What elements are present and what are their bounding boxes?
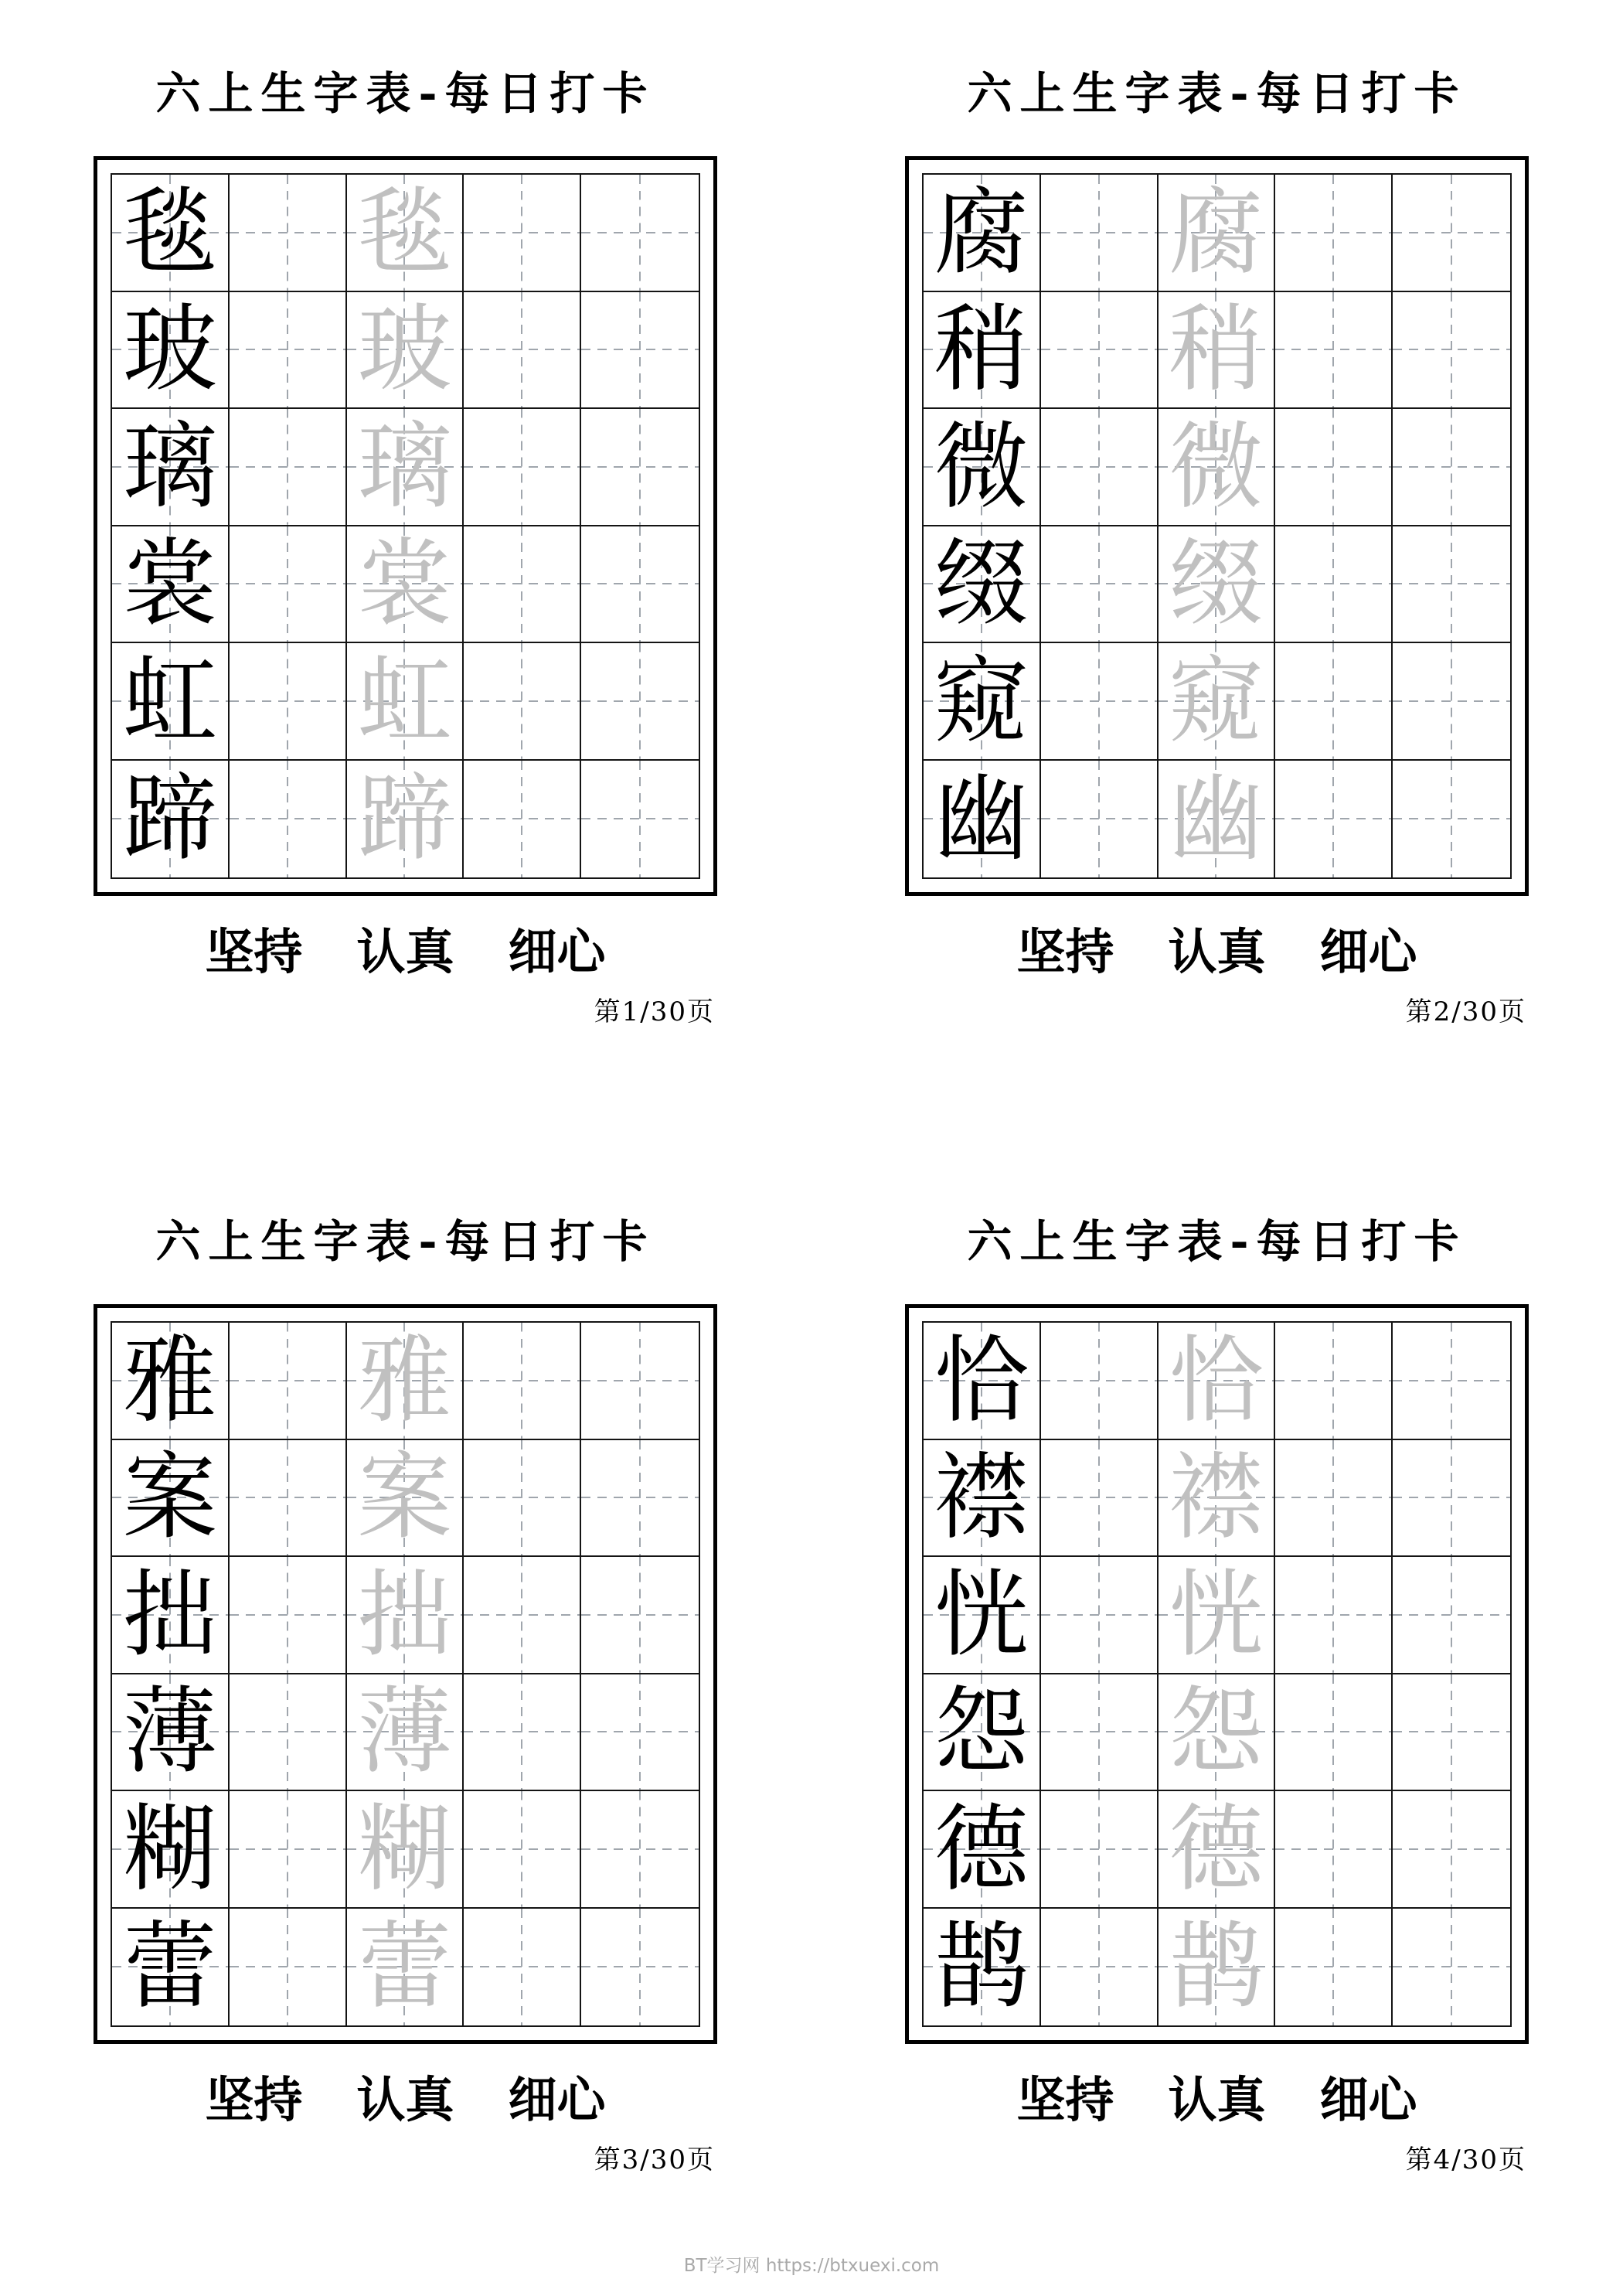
trace-character: 鹊 [1169, 1912, 1264, 2022]
trace-character: 拙 [357, 1559, 452, 1670]
blank-practice-cell [581, 643, 699, 761]
blank-practice-cell [1041, 175, 1159, 292]
blank-practice-cell [1041, 1557, 1159, 1674]
trace-char-cell [347, 1791, 464, 1909]
trace-char-cell [1159, 175, 1276, 292]
motto-line [94, 2071, 717, 2128]
blank-practice-cell [581, 1791, 699, 1909]
trace-char-cell [347, 1909, 464, 2026]
example-character: 糊 [122, 1794, 217, 1904]
blank-practice-cell [581, 1557, 699, 1674]
example-character: 德 [934, 1794, 1029, 1904]
blank-practice-cell [1393, 175, 1510, 292]
blank-practice-cell [581, 1674, 699, 1792]
blank-practice-cell [1041, 1440, 1159, 1558]
example-char-cell [924, 526, 1041, 644]
blank-practice-cell [1275, 292, 1393, 410]
blank-practice-cell [230, 175, 347, 292]
blank-practice-cell [464, 1791, 581, 1909]
example-character: 玻 [122, 295, 217, 405]
trace-character: 襟 [1169, 1443, 1264, 1553]
motto-word: 坚持 [1016, 2071, 1114, 2128]
example-character: 拙 [122, 1559, 217, 1670]
motto-word: 细心 [508, 923, 606, 980]
example-char-cell [924, 409, 1041, 526]
blank-practice-cell [230, 1909, 347, 2026]
practice-grid [94, 1304, 717, 2044]
example-character: 怨 [934, 1677, 1029, 1787]
blank-practice-cell [1393, 761, 1510, 878]
trace-char-cell [1159, 292, 1276, 410]
blank-practice-cell [464, 761, 581, 878]
sheet-title: 六上生字表-每日打卡 [967, 67, 1467, 120]
example-character: 腐 [934, 177, 1029, 288]
trace-character: 恍 [1169, 1559, 1264, 1670]
example-character: 幽 [934, 764, 1029, 874]
blank-practice-cell [464, 1909, 581, 2026]
blank-practice-cell [1393, 1323, 1510, 1440]
example-character: 恍 [934, 1559, 1029, 1670]
page-number: 第4/30页 [1405, 2144, 1526, 2175]
motto-word: 坚持 [205, 2071, 303, 2128]
example-character: 襟 [934, 1443, 1029, 1553]
trace-character: 腐 [1169, 177, 1264, 288]
trace-character: 稍 [1169, 295, 1264, 405]
example-char-cell [112, 175, 230, 292]
example-char-cell [112, 761, 230, 878]
blank-practice-cell [1393, 1791, 1510, 1909]
example-char-cell [924, 1909, 1041, 2026]
practice-grid [905, 156, 1529, 896]
example-char-cell [112, 1909, 230, 2026]
blank-practice-cell [1041, 409, 1159, 526]
blank-practice-cell [1041, 1909, 1159, 2026]
blank-practice-cell [1393, 292, 1510, 410]
example-char-cell [924, 175, 1041, 292]
example-char-cell [112, 643, 230, 761]
motto-line [905, 2071, 1529, 2128]
trace-char-cell [1159, 643, 1276, 761]
example-char-cell [112, 409, 230, 526]
example-character: 虹 [122, 646, 217, 756]
trace-char-cell [1159, 1557, 1276, 1674]
example-char-cell [924, 1791, 1041, 1909]
trace-char-cell [1159, 1323, 1276, 1440]
trace-character: 虹 [357, 646, 452, 756]
blank-practice-cell [1275, 1909, 1393, 2026]
blank-practice-cell [1275, 761, 1393, 878]
blank-practice-cell [1041, 526, 1159, 644]
example-character: 毯 [122, 177, 217, 288]
blank-practice-cell [230, 761, 347, 878]
example-character: 窥 [934, 646, 1029, 756]
trace-character: 怨 [1169, 1677, 1264, 1787]
blank-practice-cell [581, 292, 699, 410]
blank-practice-cell [581, 1323, 699, 1440]
example-char-cell [112, 1674, 230, 1792]
trace-character: 缀 [1169, 529, 1264, 639]
trace-char-cell [347, 1557, 464, 1674]
trace-character: 德 [1169, 1794, 1264, 1904]
example-char-cell [112, 1557, 230, 1674]
blank-practice-cell [464, 409, 581, 526]
blank-practice-cell [1041, 1791, 1159, 1909]
blank-practice-cell [1393, 1909, 1510, 2026]
worksheet-panel-3 [0, 1148, 812, 2296]
blank-practice-cell [1275, 643, 1393, 761]
motto-word: 细心 [508, 2071, 606, 2128]
blank-practice-cell [1041, 1674, 1159, 1792]
blank-practice-cell [1393, 409, 1510, 526]
blank-practice-cell [464, 1557, 581, 1674]
grid-cells [922, 173, 1512, 879]
example-char-cell [924, 1557, 1041, 1674]
blank-practice-cell [464, 1323, 581, 1440]
page-number: 第2/30页 [1405, 996, 1526, 1027]
blank-practice-cell [230, 1440, 347, 1558]
blank-practice-cell [464, 175, 581, 292]
blank-practice-cell [1393, 1440, 1510, 1558]
motto-word: 坚持 [1016, 923, 1114, 980]
trace-character: 糊 [357, 1794, 452, 1904]
example-character: 缀 [934, 529, 1029, 639]
example-char-cell [924, 761, 1041, 878]
trace-character: 案 [357, 1443, 452, 1553]
trace-char-cell [347, 1323, 464, 1440]
trace-character: 蕾 [357, 1912, 452, 2022]
trace-char-cell [347, 175, 464, 292]
trace-char-cell [347, 409, 464, 526]
blank-practice-cell [464, 292, 581, 410]
example-char-cell [924, 1323, 1041, 1440]
example-char-cell [924, 1440, 1041, 1558]
blank-practice-cell [581, 175, 699, 292]
sheet-title: 六上生字表-每日打卡 [967, 1215, 1467, 1268]
trace-char-cell [1159, 1674, 1276, 1792]
trace-character: 蹄 [357, 764, 452, 874]
trace-char-cell [1159, 409, 1276, 526]
trace-char-cell [347, 761, 464, 878]
blank-practice-cell [230, 1791, 347, 1909]
trace-char-cell [347, 526, 464, 644]
blank-practice-cell [581, 761, 699, 878]
blank-practice-cell [1041, 1323, 1159, 1440]
blank-practice-cell [230, 643, 347, 761]
example-character: 雅 [122, 1325, 217, 1436]
motto-word: 认真 [1168, 923, 1266, 980]
motto-word: 细心 [1319, 923, 1417, 980]
trace-char-cell [1159, 1909, 1276, 2026]
trace-char-cell [347, 643, 464, 761]
blank-practice-cell [1275, 1791, 1393, 1909]
motto-word: 认真 [356, 2071, 454, 2128]
blank-practice-cell [581, 1440, 699, 1558]
worksheet-panel-4 [812, 1148, 1623, 2296]
blank-practice-cell [1275, 1557, 1393, 1674]
trace-character: 裳 [357, 529, 452, 639]
example-char-cell [924, 1674, 1041, 1792]
example-char-cell [112, 1791, 230, 1909]
motto-word: 认真 [356, 923, 454, 980]
trace-char-cell [1159, 526, 1276, 644]
example-char-cell [112, 526, 230, 644]
blank-practice-cell [230, 526, 347, 644]
trace-character: 毯 [357, 177, 452, 288]
blank-practice-cell [464, 643, 581, 761]
example-character: 裳 [122, 529, 217, 639]
blank-practice-cell [230, 1674, 347, 1792]
sheet-title: 六上生字表-每日打卡 [155, 1215, 655, 1268]
blank-practice-cell [1275, 1674, 1393, 1792]
worksheet-panel-2 [812, 0, 1623, 1148]
example-character: 案 [122, 1443, 217, 1553]
blank-practice-cell [1275, 175, 1393, 292]
page-number: 第3/30页 [594, 2144, 715, 2175]
example-char-cell [112, 292, 230, 410]
practice-grid [905, 1304, 1529, 2044]
example-character: 稍 [934, 295, 1029, 405]
blank-practice-cell [230, 1557, 347, 1674]
watermark: BT学习网 https://btxuexi.com [683, 2256, 940, 2276]
example-character: 恰 [934, 1325, 1029, 1436]
blank-practice-cell [1275, 409, 1393, 526]
trace-char-cell [1159, 761, 1276, 878]
blank-practice-cell [1275, 1323, 1393, 1440]
example-char-cell [112, 1440, 230, 1558]
motto-line [905, 923, 1529, 980]
grid-cells [111, 173, 700, 879]
blank-practice-cell [1393, 643, 1510, 761]
blank-practice-cell [464, 1440, 581, 1558]
blank-practice-cell [1041, 643, 1159, 761]
grid-cells [111, 1321, 700, 2027]
example-char-cell [924, 643, 1041, 761]
blank-practice-cell [464, 1674, 581, 1792]
trace-char-cell [347, 1440, 464, 1558]
motto-word: 认真 [1168, 2071, 1266, 2128]
blank-practice-cell [581, 526, 699, 644]
blank-practice-cell [1041, 292, 1159, 410]
blank-practice-cell [230, 409, 347, 526]
trace-char-cell [347, 1674, 464, 1792]
blank-practice-cell [581, 1909, 699, 2026]
blank-practice-cell [1041, 761, 1159, 878]
example-character: 薄 [122, 1677, 217, 1787]
trace-character: 窥 [1169, 646, 1264, 756]
example-character: 鹊 [934, 1912, 1029, 2022]
example-character: 蕾 [122, 1912, 217, 2022]
example-character: 微 [934, 411, 1029, 522]
worksheet-panel-1 [0, 0, 812, 1148]
trace-character: 幽 [1169, 764, 1264, 874]
blank-practice-cell [230, 1323, 347, 1440]
grid-cells [922, 1321, 1512, 2027]
blank-practice-cell [1393, 1557, 1510, 1674]
trace-character: 微 [1169, 411, 1264, 522]
practice-grid [94, 156, 717, 896]
motto-line [94, 923, 717, 980]
trace-character: 雅 [357, 1325, 452, 1436]
trace-character: 薄 [357, 1677, 452, 1787]
trace-char-cell [347, 292, 464, 410]
example-char-cell [924, 292, 1041, 410]
motto-word: 坚持 [205, 923, 303, 980]
trace-character: 玻 [357, 295, 452, 405]
blank-practice-cell [230, 292, 347, 410]
motto-word: 细心 [1319, 2071, 1417, 2128]
blank-practice-cell [1275, 1440, 1393, 1558]
trace-character: 恰 [1169, 1325, 1264, 1436]
trace-char-cell [1159, 1440, 1276, 1558]
example-char-cell [112, 1323, 230, 1440]
blank-practice-cell [1393, 1674, 1510, 1792]
page-number: 第1/30页 [594, 996, 715, 1027]
blank-practice-cell [464, 526, 581, 644]
blank-practice-cell [1393, 526, 1510, 644]
sheet-title: 六上生字表-每日打卡 [155, 67, 655, 120]
trace-char-cell [1159, 1791, 1276, 1909]
example-character: 蹄 [122, 764, 217, 874]
blank-practice-cell [581, 409, 699, 526]
example-character: 璃 [122, 411, 217, 522]
blank-practice-cell [1275, 526, 1393, 644]
trace-character: 璃 [357, 411, 452, 522]
